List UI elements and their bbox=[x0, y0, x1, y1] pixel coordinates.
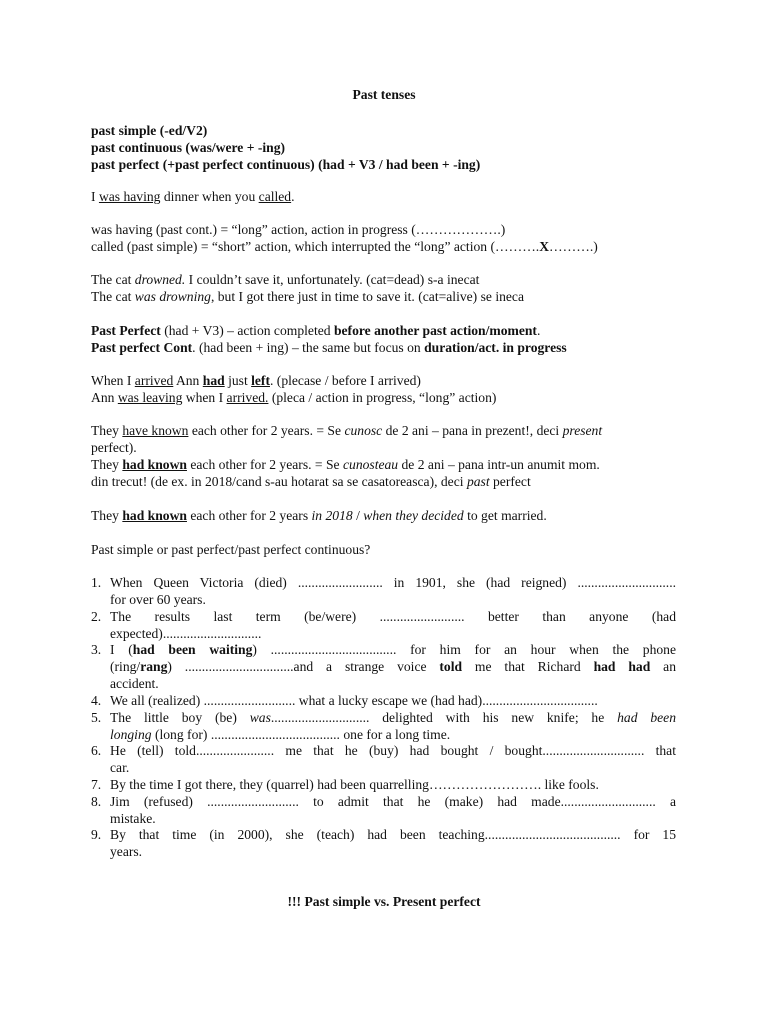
x-mark: X bbox=[539, 239, 550, 254]
text: perfect bbox=[489, 474, 531, 489]
exercise-2-line-1: The results last term (be/were) ......................... better than anyone (had bbox=[110, 609, 676, 624]
italic-word: cunosc bbox=[344, 423, 383, 438]
bold-term: Past Perfect bbox=[91, 323, 161, 338]
text: to get married. bbox=[463, 508, 547, 523]
exercise-number: 1. bbox=[91, 575, 102, 590]
text: Ann bbox=[173, 373, 203, 388]
text: dinner when you bbox=[160, 189, 259, 204]
underlined-verb: was leaving bbox=[117, 390, 183, 405]
exercise-number: 3. bbox=[91, 642, 102, 657]
text: ............................. delighted with his new knife; he bbox=[270, 710, 618, 725]
text: de 2 ani – pana in prezent!, deci bbox=[382, 423, 563, 438]
italic-answer: had been bbox=[617, 710, 677, 725]
known-example-3 bbox=[91, 507, 547, 524]
bold-answer: had had bbox=[593, 659, 651, 674]
header-line-past-continuous: past continuous (was/were + -ing) bbox=[91, 140, 286, 155]
exercise-number: 7. bbox=[91, 777, 102, 792]
bold-underlined-verb: had known bbox=[122, 508, 187, 523]
underlined-verb: arrived bbox=[134, 373, 174, 388]
known-example-1-cont: perfect). bbox=[91, 440, 137, 455]
text: When I bbox=[91, 373, 135, 388]
bold-underlined-verb: had known bbox=[122, 457, 187, 472]
text: ……….) bbox=[549, 239, 598, 254]
bold-underlined-verb: left bbox=[251, 373, 270, 388]
exercise-6-line-2: car. bbox=[110, 760, 130, 775]
explanation-past-simple bbox=[91, 238, 598, 255]
text: They bbox=[91, 457, 123, 472]
bold-term: Past perfect Cont bbox=[91, 340, 193, 355]
text: . (plecase / before I arrived) bbox=[270, 373, 421, 388]
italic-verb: was drowning bbox=[134, 289, 211, 304]
text: They bbox=[91, 423, 123, 438]
exercise-1-line-2: for over 60 years. bbox=[110, 592, 206, 607]
exercise-number: 8. bbox=[91, 794, 102, 809]
text: I bbox=[91, 189, 99, 204]
exercise-8-line-1: Jim (refused) ........................... to admit that he (make) had made............................ a bbox=[110, 794, 676, 809]
exercise-3-line-3: accident. bbox=[110, 676, 159, 691]
bold-underlined-verb: had bbox=[202, 373, 225, 388]
exercise-9-line-2: years. bbox=[110, 844, 143, 859]
known-example-1 bbox=[91, 422, 602, 439]
exercise-7-line-1: By the time I got there, they (quarrel) had been quarrelling……………………. like fools. bbox=[110, 777, 599, 792]
exercise-9-line-1: By that time (in 2000), she (teach) had been teaching........................................ for 15 bbox=[110, 827, 676, 842]
underlined-verb: called bbox=[258, 189, 292, 204]
arrive-example-1 bbox=[91, 372, 421, 389]
text: just bbox=[224, 373, 252, 388]
text: . bbox=[536, 323, 541, 338]
italic-answer: was bbox=[249, 710, 271, 725]
text: called (past simple) = “short” action, which interrupted the “long” action (………. bbox=[91, 239, 540, 254]
past-perfect-definition bbox=[91, 322, 540, 339]
exercise-number: 9. bbox=[91, 827, 102, 842]
known-example-2 bbox=[91, 456, 600, 473]
text: I couldn’t save it, unfortunately. (cat=dead) s-a inecat bbox=[185, 272, 480, 287]
arrive-example-2 bbox=[91, 389, 496, 406]
text: The cat bbox=[91, 289, 135, 304]
text: each other for 2 years. = Se bbox=[186, 457, 343, 472]
italic-word: when they decided bbox=[363, 508, 464, 523]
italic-verb: drowned. bbox=[134, 272, 186, 287]
exercise-number: 4. bbox=[91, 693, 102, 708]
underlined-verb: have known bbox=[122, 423, 189, 438]
italic-word: past bbox=[466, 474, 490, 489]
text: each other for 2 years bbox=[186, 508, 312, 523]
text: , but I got there just in time to save it. (cat=alive) se ineca bbox=[210, 289, 525, 304]
bold-term: before another past action/moment bbox=[333, 323, 537, 338]
exercise-question: Past simple or past perfect/past perfect continuous? bbox=[91, 542, 371, 557]
text: They bbox=[91, 508, 123, 523]
exercise-6-line-1: He (tell) told....................... me that he (buy) had bought / bought.............................. that bbox=[110, 743, 676, 758]
text: an bbox=[650, 659, 677, 674]
text: (pleca / action in progress, “long” action) bbox=[268, 390, 497, 405]
example-sentence bbox=[91, 188, 295, 205]
text: (had + V3) – action completed bbox=[160, 323, 334, 338]
text: de 2 ani – pana intr-un anumit mom. bbox=[398, 457, 600, 472]
bold-answer: had been waiting bbox=[132, 642, 253, 657]
exercise-2-line-2: expected)............................. bbox=[110, 626, 262, 641]
known-example-2-cont bbox=[91, 473, 531, 490]
exercise-3-line-2 bbox=[110, 658, 676, 675]
text: The little boy (be) bbox=[110, 710, 250, 725]
underlined-verb: was having bbox=[98, 189, 161, 204]
header-line-past-perfect: past perfect (+past perfect continuous) (had + V3 / had been + -ing) bbox=[91, 157, 481, 172]
text: (long for) ...................................... one for a long time. bbox=[151, 727, 451, 742]
exercise-5-line-1 bbox=[110, 709, 676, 726]
italic-word: in 2018 bbox=[311, 508, 353, 523]
italic-answer: longing bbox=[110, 727, 152, 742]
text: each other for 2 years. = Se bbox=[188, 423, 345, 438]
section-heading: !!! Past simple vs. Present perfect bbox=[287, 894, 481, 909]
text: I ( bbox=[110, 642, 133, 657]
text: din trecut! (de ex. in 2018/cand s-au hotarat sa se casatoreasca), deci bbox=[91, 474, 467, 489]
bold-term: duration/act. in progress bbox=[424, 340, 567, 355]
text: ) ................................and a strange voice bbox=[167, 659, 440, 674]
text: (ring/ bbox=[110, 659, 141, 674]
bold-answer: told bbox=[439, 659, 463, 674]
exercise-number: 6. bbox=[91, 743, 102, 758]
exercise-number: 5. bbox=[91, 710, 102, 725]
italic-word: cunosteau bbox=[342, 457, 399, 472]
header-line-past-simple: past simple (-ed/V2) bbox=[91, 123, 208, 138]
cat-example-drowned bbox=[91, 271, 479, 288]
italic-word: present bbox=[562, 423, 603, 438]
text: ) ..................................... for him for an hour when the phone bbox=[252, 642, 677, 657]
text: . bbox=[291, 189, 295, 204]
cat-example-drowning bbox=[91, 288, 524, 305]
exercise-8-line-2: mistake. bbox=[110, 811, 156, 826]
text: The cat bbox=[91, 272, 135, 287]
text: . (had been + ing) – the same but focus on bbox=[192, 340, 425, 355]
text: / bbox=[352, 508, 364, 523]
text: when I bbox=[182, 390, 227, 405]
exercise-3-line-1 bbox=[110, 641, 676, 658]
exercise-number: 2. bbox=[91, 609, 102, 624]
page-title: Past tenses bbox=[352, 87, 416, 102]
underlined-verb: arrived. bbox=[226, 390, 269, 405]
text: me that Richard bbox=[462, 659, 594, 674]
explanation-past-continuous: was having (past cont.) = “long” action, action in progress (……………….) bbox=[91, 222, 506, 237]
text: Ann bbox=[91, 390, 118, 405]
past-perfect-cont-definition bbox=[91, 339, 567, 356]
exercise-1-line-1: When Queen Victoria (died) ......................... in 1901, she (had reigned) ............................. bbox=[110, 575, 676, 590]
exercise-5-line-2 bbox=[110, 726, 450, 743]
bold-answer: rang bbox=[140, 659, 168, 674]
exercise-4-line-1: We all (realized) ........................... what a lucky escape we (had had).................................. bbox=[110, 693, 598, 708]
